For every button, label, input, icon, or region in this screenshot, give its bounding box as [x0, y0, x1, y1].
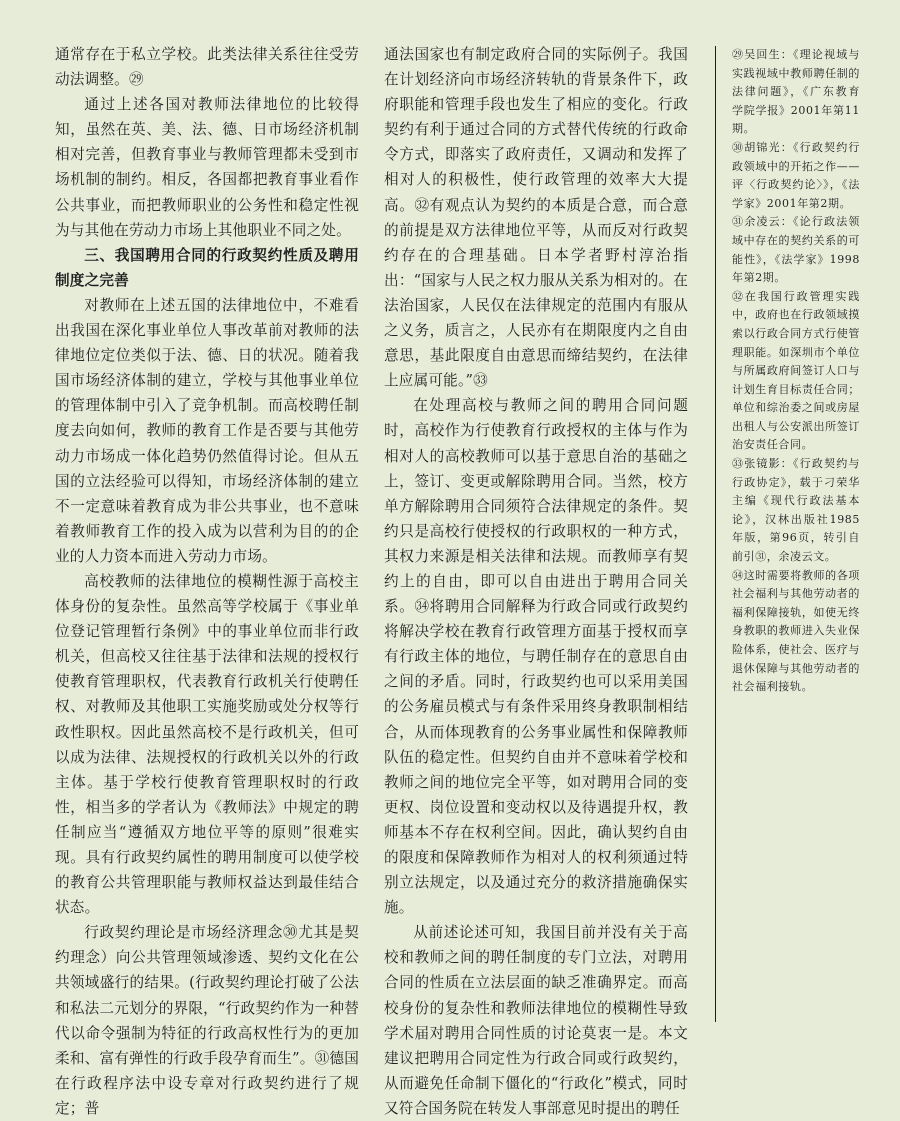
body-paragraph: 行政契约理论是市场经济理念㉚尤其是契约理念）向公共管理领域渗透、契约文化在公共领域盛行的结果。(行政契约理论打破了公法和私法二元划分的界限，“行政契约作为一种替代以命令强制为特征的行政高权性行为的更加柔和、富有弹性的行政手段孕育而生”。㉛德国在行政程序法中设专章对行政契约进行了规定；普 [55, 924, 359, 1117]
body-paragraph: 高校教师的法律地位的模糊性源于高校主体身份的复杂性。虽然高等学校属于《事业单位登记管理暂行条例》中的事业单位而非行政机关，但高校又往往基于法律和法规的授权行使教育管理职权，代表教育行政机关行使聘任权、对教师及其他职工实施奖励或处分权等行政性职权。因此虽然高校不是行政机关，但可以成为法律、法规授权的行政机关以外的行政主体。基于学校行使教育管理职权时的行政性，相当多的学者认为《教师法》中规定的聘任制应当“遵循双方地位平等的原则”很难实现。具有行政契约属性的聘用制度可以使学校的教育公共管理职能与教师权益达到最佳结合状态。 [55, 572, 359, 917]
body-paragraph: 通常存在于私立学校。此类法律关系往往受劳动法调整。㉙ [55, 46, 359, 89]
footnote: ㉝张镜影：《行政契约与行政协定》，载于刁荣华主编《现代行政法基本论》，汉林出版社1985年版，第96页，转引自前引㉛，余凌云文。 [732, 457, 860, 564]
footnote-divider [715, 46, 716, 1022]
body-paragraph: 通法国家也有制定政府合同的实际例子。我国在计划经济向市场经济转轨的背景条件下，政府职能和管理手段也发生了相应的变化。行政契约有利于通过合同的方式替代传统的行政命令方式，即落实了政府责任，又调动和发挥了相对人的积极性，使行政管理的效率大大提高。㉜有观点认为契约的本质是合意，而合意的前提是双方法律地位平等，从而反对行政契约存在的合理基础。日本学者野村淳治指出：“国家与人民之权力服从关系为相对的。在法治国家，人民仅在法律规定的范围内有服从之义务，质言之，人民亦有在期限度内之自由意思，基此限度自由意思而缔结契约，在法律上应属可能。”㉝ [384, 46, 688, 390]
footnote: ㉛余凌云：《论行政法领域中存在的契约关系的可能性》，《法学家》1998年第2期。 [732, 215, 860, 285]
section-heading: 三、我国聘用合同的行政契约性质及聘用制度之完善 [55, 246, 359, 289]
footnote: ㉚胡锦光：《行政契约行政领域中的开拓之作——评〈行政契约论〉》，《法学家》2001年第2期。 [732, 140, 860, 210]
left-text-column [55, 42, 359, 1121]
body-paragraph: 对教师在上述五国的法律地位中，不难看出我国在深化事业单位人事改革前对教师的法律地位定位类似于法、德、日的状况。随着我国市场经济体制的建立，学校与其他事业单位的管理体制中引入了竞争机制。而高校聘任制度去向如何，教师的教育工作是否要与其他劳动力市场成一体化趋势仍然值得讨论。但从五国的立法经验可以得知，市场经济体制的建立不一定意味着教育成为非公共事业，也不意味着教师教育工作的投入成为以营利为目的的企业的人力资本而进入劳动力市场。 [55, 296, 359, 565]
footnote: ㉞这时需要将教师的各项社会福利与其他劳动者的福利保障接轨，如使无终身教职的教师进入失业保险体系，使社会、医疗与退休保障与其他劳动者的社会福利接轨。 [732, 568, 860, 694]
footnote: ㉙吴回生：《理论视域与实践视域中教师聘任制的法律问题》，《广东教育学院学报》2001年第11期。 [732, 48, 860, 136]
body-paragraph: 通过上述各国对教师法律地位的比较得知，虽然在英、美、法、德、日市场经济机制相对完善，但教育事业与教师管理都未受到市场机制的制约。相反，各国都把教育事业看作公共事业，而把教师职业的公务性和稳定性视为与其他在劳动力市场上其他职业不同之处。 [55, 96, 359, 239]
body-paragraph: 在处理高校与教师之间的聘用合同问题时，高校作为行使教育行政授权的主体与作为相对人的高校教师可以基于意思自治的基础之上，签订、变更或解除聘用合同。当然，校方单方解除聘用合同须符合法律规定的条件。契约只是高校行使授权的行政职权的一种方式，其权力来源是相关法律和法规。而教师享有契约上的自由，即可以自由进出于聘用合同关系。㉞将聘用合同解释为行政合同或行政契约将解决学校在教育行政管理方面基于授权而享有行政主体的地位，与聘任制存在的意思自由之间的矛盾。同时，行政契约也可以采用美国的公务雇员模式与有条件采用终身教职制相结合，从而体现教育的公务事业属性和保障教师队伍的稳定性。但契约自由并不意味着学校和教师之间的地位完全平等，如对聘用合同的变更权、岗位设置和变动权以及待遇提升权，教师基本不存在权利空间。因此，确认契约自由的限度和保障教师作为相对人的权利须通过特别立法规定，以及通过充分的救济措施确保实施。 [384, 397, 688, 917]
footnotes-column [732, 46, 860, 697]
middle-text-column [384, 42, 688, 1121]
body-paragraph: 从前述论述可知，我国目前并没有关于高校和教师之间的聘任制度的专门立法，对聘用合同的性质在立法层面的缺乏准确界定。而高校身份的复杂性和教师法律地位的模糊性导致学术届对聘用合同性质的讨论莫衷一是。本文建议把聘用合同定性为行政合同或行政契约，从而避免任命制下僵化的“行政化”模式，同时又符合国务院在转发人事部意见时提出的聘任 [384, 924, 688, 1117]
footnote: ㉜在我国行政管理实践中，政府也在行政领域摸索以行政合同方式行使管理职能。如深圳市个单位与所属政府间签订人口与计划生育目标责任合同；单位和综治委之间或房屋出租人与公安派出所签订治安责任合同。 [732, 289, 860, 452]
